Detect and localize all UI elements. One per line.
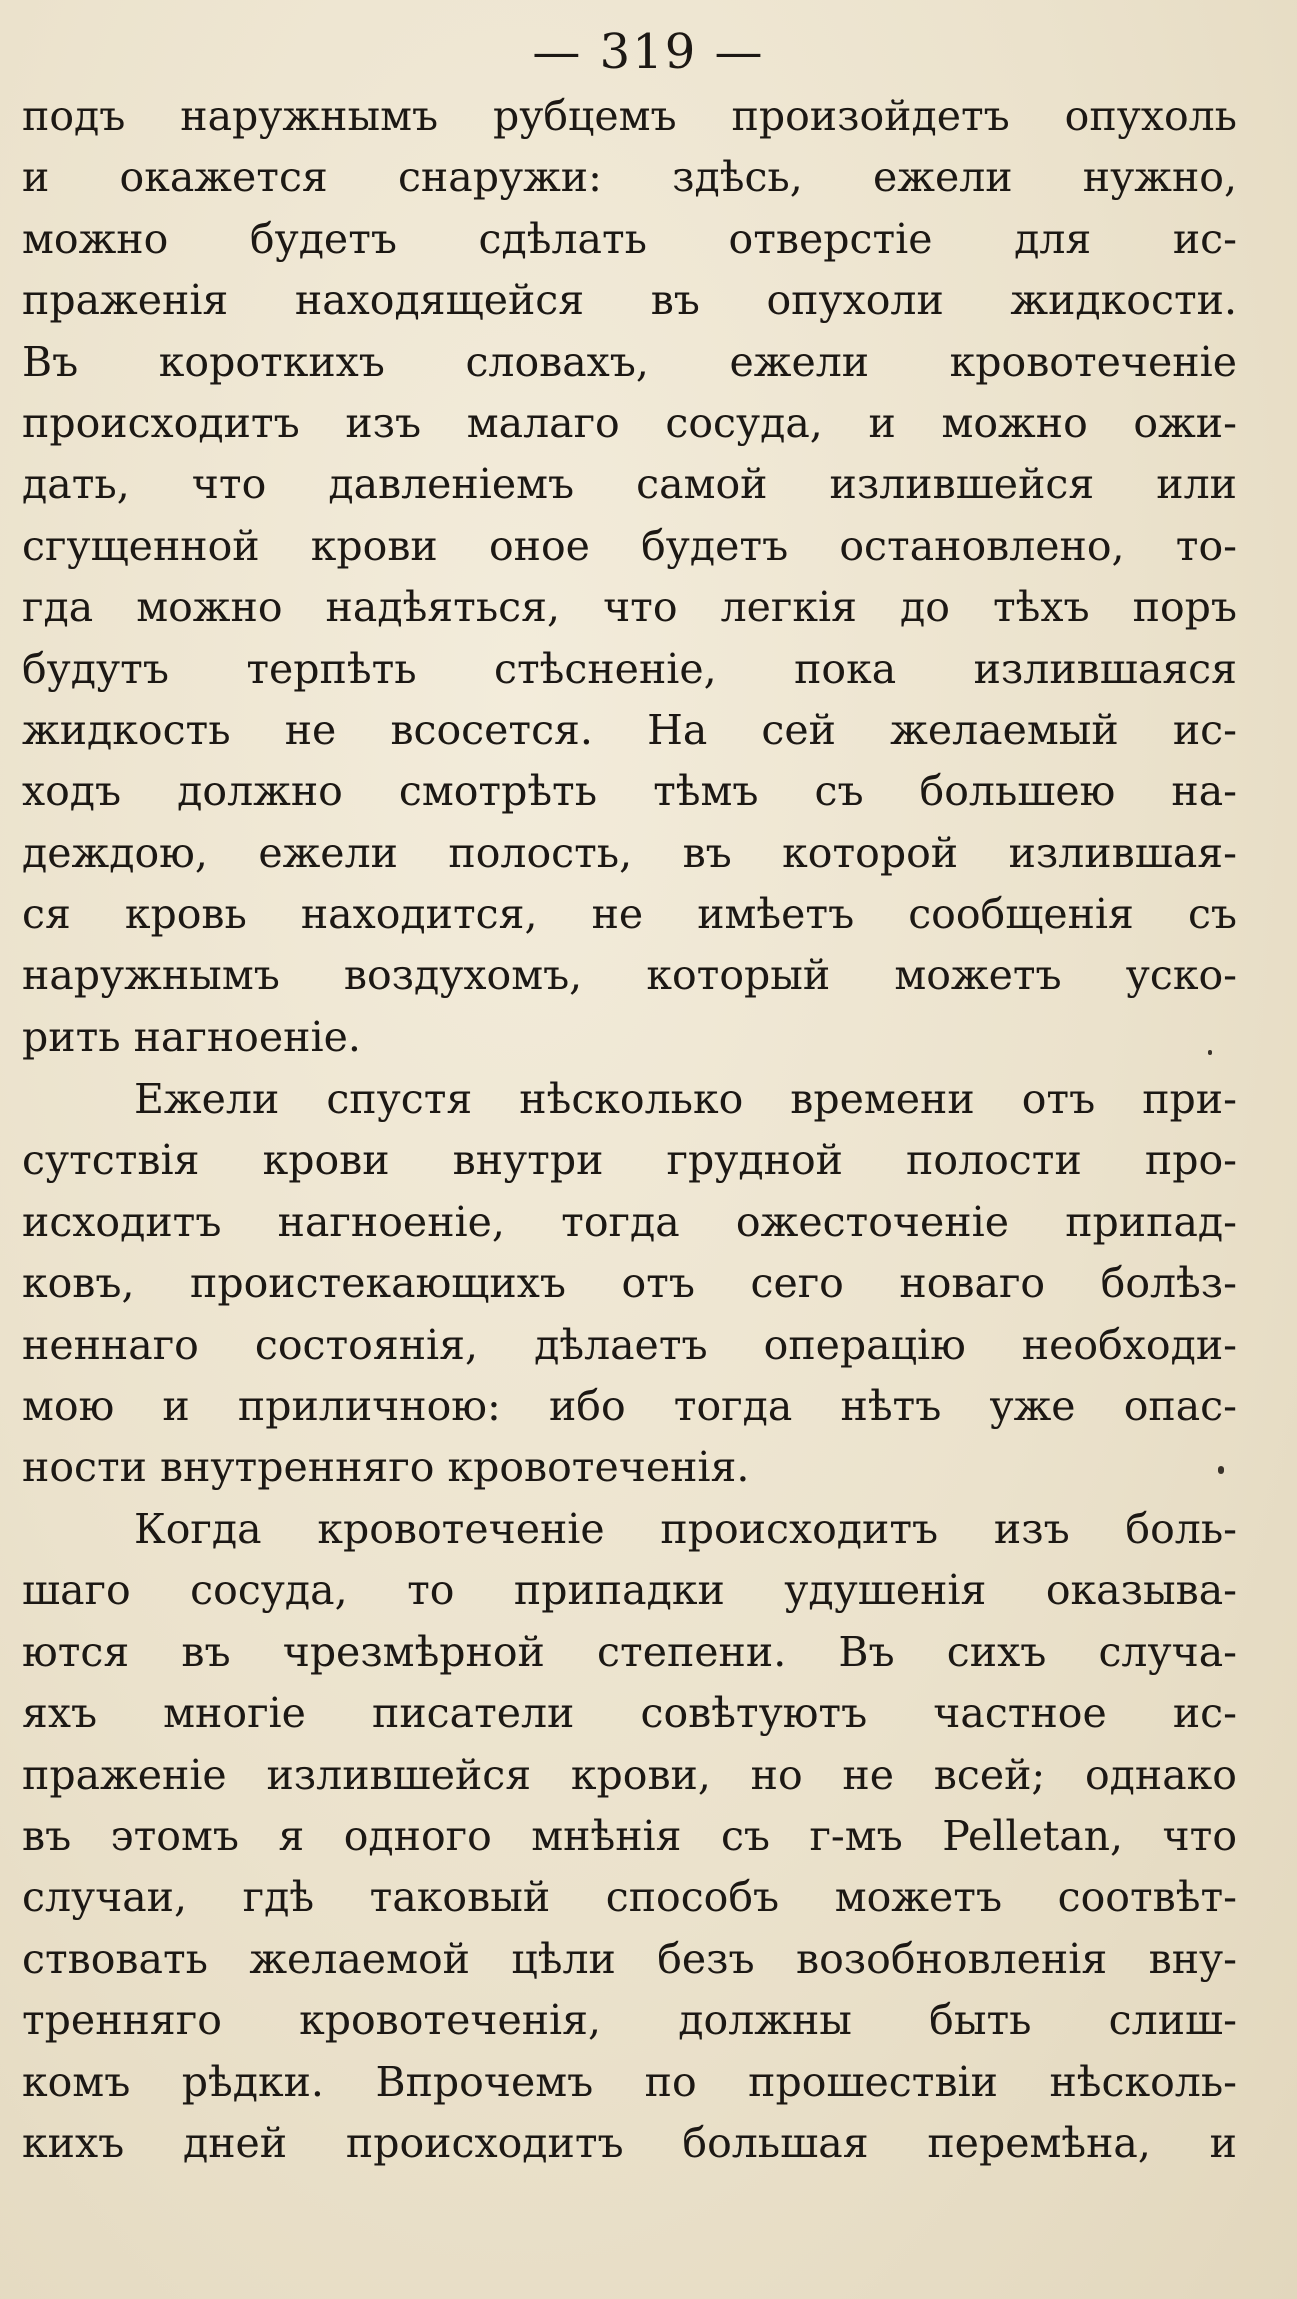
paragraph-2 [22,1069,1237,1499]
text-line: наружнымъ воздухомъ, который можетъ уско- [22,951,1237,1000]
text-line: тренняго кровотеченія, должны быть слиш- [22,1996,1237,2045]
paragraph-1 [22,86,1237,1068]
text-line: дать, что давленіемъ самой излившейся или [22,460,1237,509]
text-line: деждою, ежели полость, въ которой излившая- [22,828,1237,877]
text-line: жидкость не всосется. На сей желаемый ис- [22,705,1237,754]
text-line: комъ рѣдки. Впрочемъ по прошествіи нѣсколь- [22,2057,1237,2106]
text-line: рить нагноеніе. [22,1012,361,1061]
text-line: ются въ чрезмѣрной степени. Въ сихъ случа- [22,1627,1237,1676]
text-line: неннаго состоянія, дѣлаетъ операцію необходи- [22,1320,1237,1369]
text-line: праженіе излившейся крови, но не всей; однако [22,1750,1237,1799]
text-line: ковъ, проистекающихъ отъ сего новаго болѣз- [22,1259,1237,1308]
text-line: будутъ терпѣть стѣсненіе, пока излившаяся [22,644,1237,693]
text-line: исходитъ нагноеніе, тогда ожесточеніе припад- [22,1197,1237,1246]
text-line: яхъ многіе писатели совѣтуютъ частное ис- [22,1689,1237,1738]
text-line: Когда кровотеченіе происходитъ изъ боль- [134,1505,1237,1553]
text-line: ся кровь находится, не имѣетъ сообщенія съ [22,890,1237,939]
text-line: ходъ должно смотрѣть тѣмъ съ большею на- [22,767,1237,816]
text-line: сутствія крови внутри грудной полости про- [22,1136,1237,1185]
text-line: происходитъ изъ малаго сосуда, и можно ожи- [22,398,1237,447]
text-line: гда можно надѣяться, что легкія до тѣхъ поръ [22,583,1237,632]
text-line: кихъ дней происходитъ большая перемѣна, и [22,2118,1237,2167]
text-line: мою и приличною: ибо тогда нѣтъ уже опас- [22,1381,1237,1430]
page-number: — 319 — [532,24,765,80]
text-line: въ этомъ я одного мнѣнія съ г-мъ Pelletan, что [22,1811,1237,1860]
text-line: и окажется снаружи: здѣсь, ежели нужно, [22,153,1237,202]
paragraph-3 [22,1499,1237,2174]
text-line: праженія находящейся въ опухоли жидкости. [22,276,1237,325]
text-line: шаго сосуда, то припадки удушенія оказыва- [22,1566,1237,1615]
text-line: Ежели спустя нѣсколько времени отъ при- [134,1075,1237,1123]
ink-speck [1208,1050,1212,1055]
text-line: можно будетъ сдѣлать отверстіе для ис- [22,214,1237,263]
ink-speck [1218,1466,1224,1474]
text-line: Въ короткихъ словахъ, ежели кровотеченіе [22,337,1237,386]
text-line: ствовать желаемой цѣли безъ возобновленія вну- [22,1934,1237,1983]
text-line: подъ наружнымъ рубцемъ произойдетъ опухоль [22,92,1237,140]
text-line: случаи, гдѣ таковый способъ можетъ соотвѣт- [22,1873,1237,1922]
text-line: ности внутренняго кровотеченія. [22,1443,750,1492]
text-line: сгущенной крови оное будетъ остановлено, то- [22,521,1237,570]
